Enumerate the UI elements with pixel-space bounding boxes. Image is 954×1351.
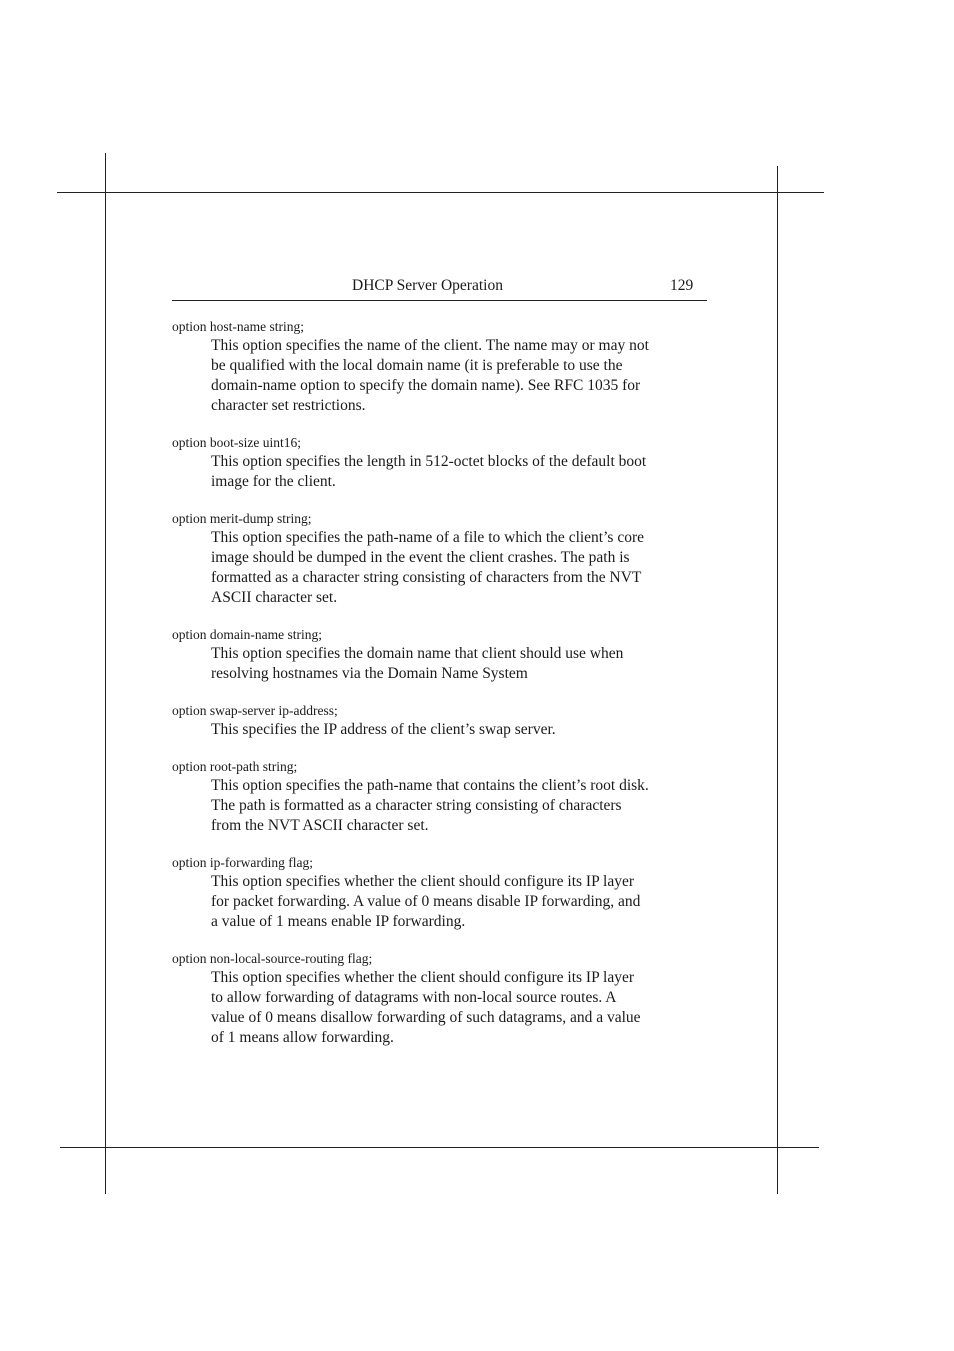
- description-line: formatted as a character string consisting of characters from the NVT: [211, 569, 642, 586]
- description-line: from the NVT ASCII character set.: [211, 817, 429, 834]
- description-line: This specifies the IP address of the client’s swap server.: [211, 721, 556, 738]
- option-description: [211, 644, 726, 684]
- option-term: option host-name string;: [172, 319, 304, 334]
- option-entry: [172, 626, 732, 684]
- description-line: ASCII character set.: [211, 589, 338, 606]
- option-entry: [172, 318, 732, 416]
- description-line: This option specifies the path-name of a file to which the client’s core: [211, 529, 645, 546]
- option-term: option domain-name string;: [172, 627, 322, 642]
- option-term: option non-local-source-routing flag;: [172, 951, 373, 966]
- option-term: option merit-dump string;: [172, 511, 312, 526]
- description-line: This option specifies the path-name that contains the client’s root disk.: [211, 777, 649, 794]
- description-line: of 1 means allow forwarding.: [211, 1029, 394, 1046]
- description-line: resolving hostnames via the Domain Name System: [211, 665, 528, 682]
- running-head: [172, 276, 707, 301]
- option-description: [211, 776, 726, 836]
- description-line: image should be dumped in the event the client crashes. The path is: [211, 549, 630, 566]
- option-term: option root-path string;: [172, 759, 298, 774]
- crop-mark-left-top: [105, 153, 106, 1194]
- option-term: option boot-size uint16;: [172, 435, 301, 450]
- description-line: a value of 1 means enable IP forwarding.: [211, 913, 466, 930]
- crop-mark-right-top: [777, 166, 778, 1194]
- option-description: [211, 528, 726, 608]
- description-line: This option specifies whether the client should configure its IP layer: [211, 873, 634, 890]
- option-entry: [172, 758, 732, 836]
- description-line: character set restrictions.: [211, 397, 366, 414]
- description-line: This option specifies whether the client should configure its IP layer: [211, 969, 634, 986]
- option-entry: [172, 854, 732, 932]
- crop-mark-top: [57, 192, 824, 193]
- option-entry: [172, 434, 732, 492]
- option-description: [211, 720, 726, 740]
- page-number: 129: [670, 277, 694, 294]
- description-line: This option specifies the name of the client. The name may or may not: [211, 337, 649, 354]
- option-list: [172, 318, 732, 1066]
- description-line: The path is formatted as a character string consisting of characters: [211, 797, 622, 814]
- option-description: [211, 336, 726, 416]
- description-line: value of 0 means disallow forwarding of such datagrams, and a value: [211, 1009, 641, 1026]
- option-description: [211, 872, 726, 932]
- option-description: [211, 452, 726, 492]
- description-line: This option specifies the length in 512-octet blocks of the default boot: [211, 453, 647, 470]
- crop-mark-bottom: [60, 1147, 819, 1148]
- option-term: option ip-forwarding flag;: [172, 855, 313, 870]
- description-line: for packet forwarding. A value of 0 means disable IP forwarding, and: [211, 893, 641, 910]
- description-line: to allow forwarding of datagrams with non-local source routes. A: [211, 989, 617, 1006]
- description-line: domain-name option to specify the domain name). See RFC 1035 for: [211, 377, 641, 394]
- option-entry: [172, 702, 732, 740]
- description-line: This option specifies the domain name that client should use when: [211, 645, 624, 662]
- running-head-title: DHCP Server Operation: [352, 277, 503, 294]
- description-line: image for the client.: [211, 473, 336, 490]
- option-term: option swap-server ip-address;: [172, 703, 338, 718]
- description-line: be qualified with the local domain name (it is preferable to use the: [211, 357, 623, 374]
- option-entry: [172, 510, 732, 608]
- option-description: [211, 968, 726, 1048]
- option-entry: [172, 950, 732, 1048]
